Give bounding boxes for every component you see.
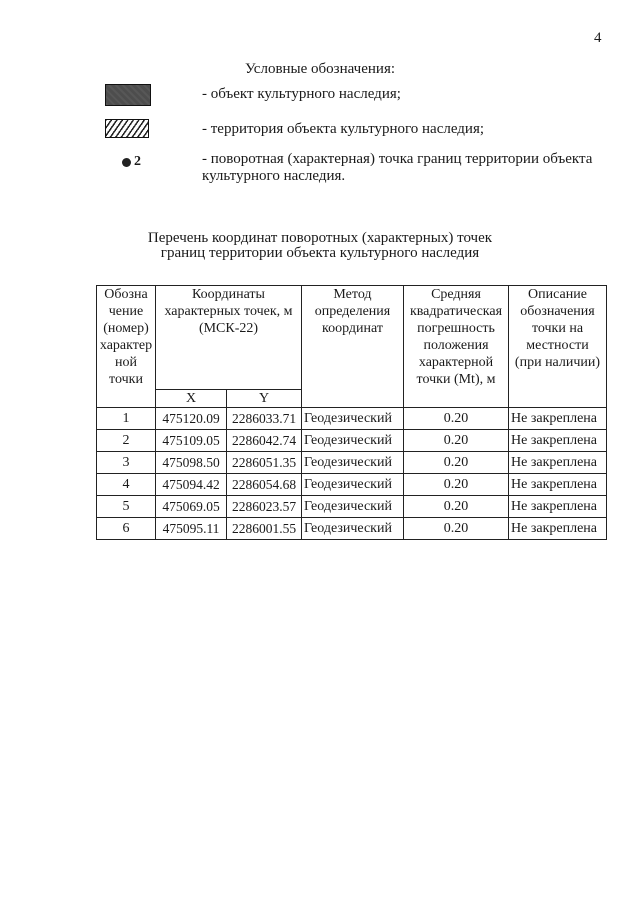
table-title-line: границ территории объекта культурного наследия <box>160 245 480 261</box>
cell-description: Не закреплена <box>509 452 607 474</box>
cell-y: 2286001.55 <box>227 518 302 540</box>
cell-point: 4 <box>97 474 156 496</box>
table-row <box>97 408 607 430</box>
header-line: Обозна <box>104 287 148 302</box>
cell-x: 475109.05 <box>156 430 227 452</box>
table-row <box>97 430 607 452</box>
header-line: Описание <box>528 287 587 302</box>
header-line: точки <box>109 372 143 387</box>
cell-method: Геодезический <box>302 474 404 496</box>
header-line: (номер) <box>103 321 149 336</box>
header-line: Средняя <box>431 287 481 302</box>
cell-method: Геодезический <box>302 452 404 474</box>
cell-description: Не закреплена <box>509 408 607 430</box>
header-line: чение <box>108 304 144 319</box>
legend-text: - поворотная (характерная) точка границ территории объекта культурного наследия. <box>202 151 593 184</box>
cell-error: 0.20 <box>404 496 509 518</box>
cell-method: Геодезический <box>302 496 404 518</box>
cell-error: 0.20 <box>404 452 509 474</box>
table-row <box>97 474 607 496</box>
legend-text: - территория объекта культурного наследия; <box>202 121 485 137</box>
cell-method: Геодезический <box>302 408 404 430</box>
page-number: 4 <box>594 30 602 46</box>
cell-error: 0.20 <box>404 518 509 540</box>
header-x: X <box>156 390 227 408</box>
table-row <box>97 496 607 518</box>
cell-y: 2286051.35 <box>227 452 302 474</box>
cell-y: 2286042.74 <box>227 430 302 452</box>
table-title-line: Перечень координат поворотных (характерных) точек <box>147 230 493 246</box>
cell-x: 475098.50 <box>156 452 227 474</box>
header-line: квадратическая <box>409 304 503 319</box>
header-line: характер <box>99 338 153 353</box>
header-line: определения <box>314 304 391 319</box>
cell-description: Не закреплена <box>509 518 607 540</box>
cell-method: Геодезический <box>302 430 404 452</box>
point-label: 2 <box>134 154 141 169</box>
cell-description: Не закреплена <box>509 430 607 452</box>
header-line: характерных точек, м <box>164 304 293 319</box>
header-line: координат <box>322 321 383 336</box>
header-y: Y <box>227 390 302 408</box>
cell-point: 5 <box>97 496 156 518</box>
cell-x: 475094.42 <box>156 474 227 496</box>
cell-method: Геодезический <box>302 518 404 540</box>
coordinates-table <box>96 285 607 540</box>
header-coordinates <box>156 286 302 390</box>
legend-heading: Условные обозначения: <box>244 61 396 77</box>
header-error <box>404 286 509 408</box>
header-method <box>302 286 404 408</box>
cell-x: 475120.09 <box>156 408 227 430</box>
hatched-fill-icon <box>105 119 149 138</box>
cell-point: 1 <box>97 408 156 430</box>
header-line: точки (Mt), м <box>416 372 496 387</box>
header-point-number <box>97 286 156 408</box>
header-line: характерной <box>418 355 494 370</box>
header-line: ной <box>115 355 137 370</box>
cell-y: 2286033.71 <box>227 408 302 430</box>
point-icon <box>122 158 131 167</box>
cell-error: 0.20 <box>404 474 509 496</box>
header-line: Метод <box>333 287 372 302</box>
cell-error: 0.20 <box>404 408 509 430</box>
cell-description: Не закреплена <box>509 496 607 518</box>
solid-fill-icon <box>105 84 151 106</box>
cell-y: 2286054.68 <box>227 474 302 496</box>
header-line: (при наличии) <box>514 355 601 370</box>
header-line: положения <box>423 338 489 353</box>
header-line: обозначения <box>520 304 595 319</box>
cell-description: Не закреплена <box>509 474 607 496</box>
cell-y: 2286023.57 <box>227 496 302 518</box>
header-line: точки на <box>531 321 584 336</box>
header-description <box>509 286 607 408</box>
header-line: местности <box>526 338 589 353</box>
header-line: (МСК-22) <box>198 321 259 336</box>
cell-x: 475069.05 <box>156 496 227 518</box>
cell-point: 3 <box>97 452 156 474</box>
header-line: погрешность <box>417 321 495 336</box>
table-row <box>97 452 607 474</box>
cell-point: 6 <box>97 518 156 540</box>
cell-point: 2 <box>97 430 156 452</box>
header-line: Координаты <box>192 287 265 302</box>
cell-error: 0.20 <box>404 430 509 452</box>
table-row <box>97 518 607 540</box>
cell-x: 475095.11 <box>156 518 227 540</box>
point-marker <box>122 154 141 170</box>
table-title <box>0 231 640 261</box>
legend-text: - объект культурного наследия; <box>202 86 401 102</box>
